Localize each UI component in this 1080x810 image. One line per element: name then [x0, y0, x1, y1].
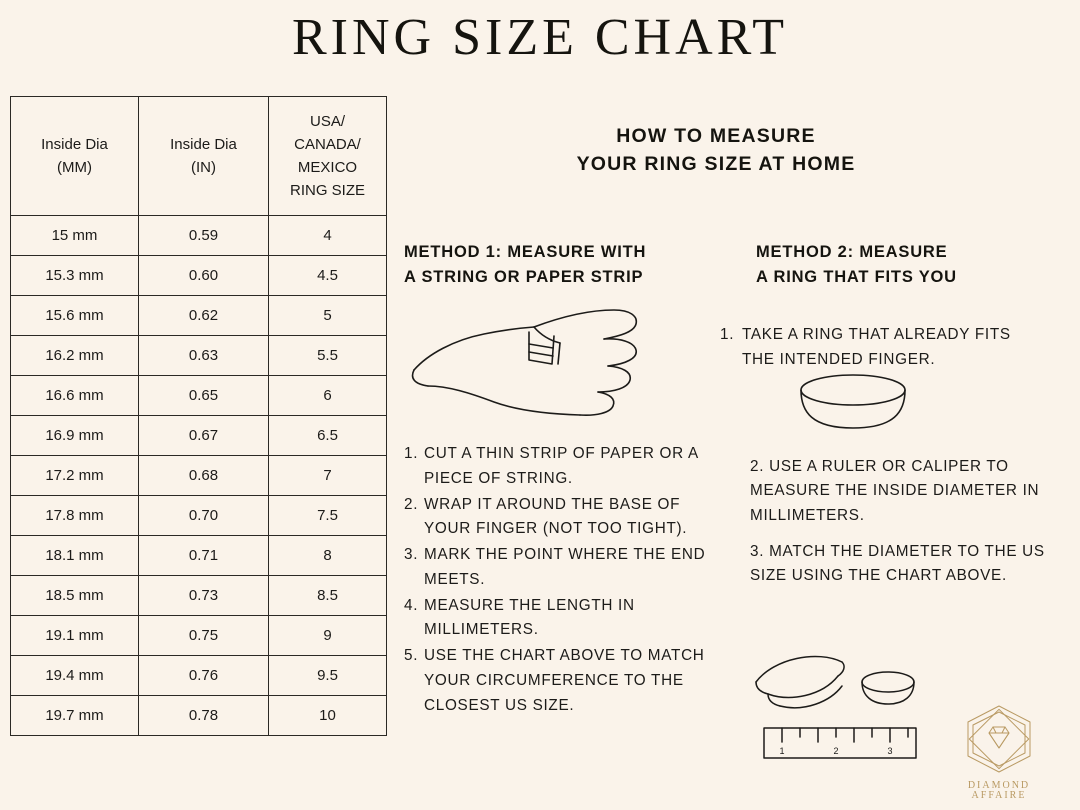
- list-item: [720, 323, 1040, 373]
- cell-mm: 16.2 mm: [11, 336, 139, 376]
- cell-in: 0.78: [139, 696, 269, 736]
- cell-mm: 19.1 mm: [11, 616, 139, 656]
- cell-size: 8.5: [269, 576, 387, 616]
- cell-size: 5: [269, 296, 387, 336]
- step-number: 5.: [404, 647, 419, 665]
- cell-size: 5.5: [269, 336, 387, 376]
- method-2-heading-line-2: A RING THAT FITS YOU: [756, 267, 957, 286]
- table-row: [11, 336, 387, 376]
- method-1-heading-line-1: METHOD 1: MEASURE WITH: [404, 243, 647, 261]
- cell-mm: 15.3 mm: [11, 256, 139, 296]
- method-2-step-1: [720, 323, 1040, 374]
- table-row: [11, 376, 387, 416]
- cell-mm: 18.1 mm: [11, 536, 139, 576]
- cell-size: 9: [269, 616, 387, 656]
- step-number: 1.: [720, 326, 735, 343]
- method-2-heading-line-1: METHOD 2: MEASURE: [756, 243, 948, 261]
- cell-in: 0.71: [139, 536, 269, 576]
- list-item: [404, 594, 706, 644]
- table-row: [11, 616, 387, 656]
- list-item: [404, 644, 706, 718]
- cell-size: 7: [269, 456, 387, 496]
- cell-mm: 15.6 mm: [11, 296, 139, 336]
- ruler-mark-3: 3: [887, 746, 893, 756]
- hand-with-paper-strip-illustration: [408, 298, 668, 431]
- ruler-mark-1: 1: [779, 746, 785, 756]
- table-row: [11, 496, 387, 536]
- size-chart-table: [10, 96, 387, 736]
- instructions-panel: [398, 100, 1070, 800]
- header-line: Inside Dia: [170, 135, 237, 153]
- cell-size: 4: [269, 216, 387, 256]
- cell-mm: 17.2 mm: [11, 456, 139, 496]
- method-1-steps: [404, 442, 706, 719]
- cell-in: 0.67: [139, 416, 269, 456]
- ruler-and-rings-illustration: [746, 640, 956, 775]
- header-line: USA/: [309, 112, 345, 130]
- method-1-heading-line-2: A STRING OR PAPER STRIP: [404, 267, 644, 286]
- cell-mm: 16.9 mm: [11, 416, 139, 456]
- table-row: [11, 216, 387, 256]
- header-line: (MM): [57, 159, 92, 176]
- cell-mm: 17.8 mm: [11, 496, 139, 536]
- cell-in: 0.73: [139, 576, 269, 616]
- step-text: WRAP IT AROUND THE BASE OF YOUR FINGER (NOT TOO TIGHT).: [424, 495, 688, 538]
- method-2-heading: [756, 240, 1046, 290]
- method-2-step-2: 2. USE A RULER OR CALIPER TO MEASURE THE INSIDE DIAMETER IN MILLIMETERS.: [750, 458, 1040, 524]
- step-number: 2.: [404, 495, 419, 513]
- logo-line-2: AFFAIRE: [971, 789, 1027, 801]
- cell-size: 4.5: [269, 256, 387, 296]
- method-2-step-3: 3. MATCH THE DIAMETER TO THE US SIZE USING THE CHART ABOVE.: [750, 543, 1045, 585]
- cell-mm: 19.4 mm: [11, 656, 139, 696]
- step-number: 4.: [404, 596, 419, 614]
- step-text: MEASURE THE LENGTH IN MILLIMETERS.: [424, 596, 635, 639]
- how-to-line-1: HOW TO MEASURE: [616, 125, 816, 147]
- column-header-ring-size: [269, 97, 387, 216]
- cell-size: 7.5: [269, 496, 387, 536]
- table-header-row: [11, 97, 387, 216]
- size-chart-table-container: [10, 96, 386, 736]
- list-item: [404, 442, 706, 492]
- cell-mm: 19.7 mm: [11, 696, 139, 736]
- how-to-measure-heading: [398, 122, 1034, 179]
- table-row: [11, 296, 387, 336]
- table-row: [11, 576, 387, 616]
- column-header-inside-dia-mm: [11, 97, 139, 216]
- cell-in: 0.62: [139, 296, 269, 336]
- step-text: MARK THE POINT WHERE THE END MEETS.: [424, 546, 706, 588]
- cell-size: 6.5: [269, 416, 387, 456]
- table-row: [11, 416, 387, 456]
- cell-mm: 15 mm: [11, 216, 139, 256]
- ruler-mark-2: 2: [833, 746, 839, 756]
- cell-mm: 18.5 mm: [11, 576, 139, 616]
- column-header-inside-dia-in: [139, 97, 269, 216]
- cell-in: 0.60: [139, 256, 269, 296]
- header-line: Inside Dia: [41, 135, 108, 153]
- step-number: 3.: [404, 546, 419, 564]
- header-line: CANADA/: [294, 135, 361, 153]
- table-row: [11, 656, 387, 696]
- cell-in: 0.68: [139, 456, 269, 496]
- page-title: RING SIZE CHART: [292, 9, 788, 66]
- header-line: MEXICO: [297, 159, 358, 176]
- cell-mm: 16.6 mm: [11, 376, 139, 416]
- list-item: [404, 493, 706, 543]
- step-text: TAKE A RING THAT ALREADY FITS THE INTENDED FINGER.: [742, 326, 1011, 368]
- cell-in: 0.63: [139, 336, 269, 376]
- table-row: [11, 536, 387, 576]
- step-number: 1.: [404, 445, 419, 462]
- list-item: [404, 543, 706, 593]
- cell-size: 9.5: [269, 656, 387, 696]
- brand-logo: [936, 700, 1062, 802]
- cell-size: 10: [269, 696, 387, 736]
- table-row: [11, 256, 387, 296]
- cell-in: 0.76: [139, 656, 269, 696]
- table-row: [11, 456, 387, 496]
- ring-band-illustration: [794, 368, 912, 451]
- cell-size: 8: [269, 536, 387, 576]
- step-text: CUT A THIN STRIP OF PAPER OR A PIECE OF STRING.: [424, 445, 699, 487]
- step-text: USE THE CHART ABOVE TO MATCH YOUR CIRCUMFERENCE TO THE CLOSEST US SIZE.: [424, 647, 705, 714]
- table-row: [11, 696, 387, 736]
- header-line: RING SIZE: [289, 182, 365, 200]
- cell-in: 0.70: [139, 496, 269, 536]
- cell-size: 6: [269, 376, 387, 416]
- cell-in: 0.65: [139, 376, 269, 416]
- how-to-line-2: YOUR RING SIZE AT HOME: [576, 153, 856, 176]
- diamond-logo-icon: [952, 700, 1046, 778]
- method-1-heading: [404, 240, 704, 290]
- header-line: (IN): [191, 159, 216, 176]
- cell-in: 0.75: [139, 616, 269, 656]
- logo-line-1: DIAMOND: [967, 780, 1031, 791]
- cell-in: 0.59: [139, 216, 269, 256]
